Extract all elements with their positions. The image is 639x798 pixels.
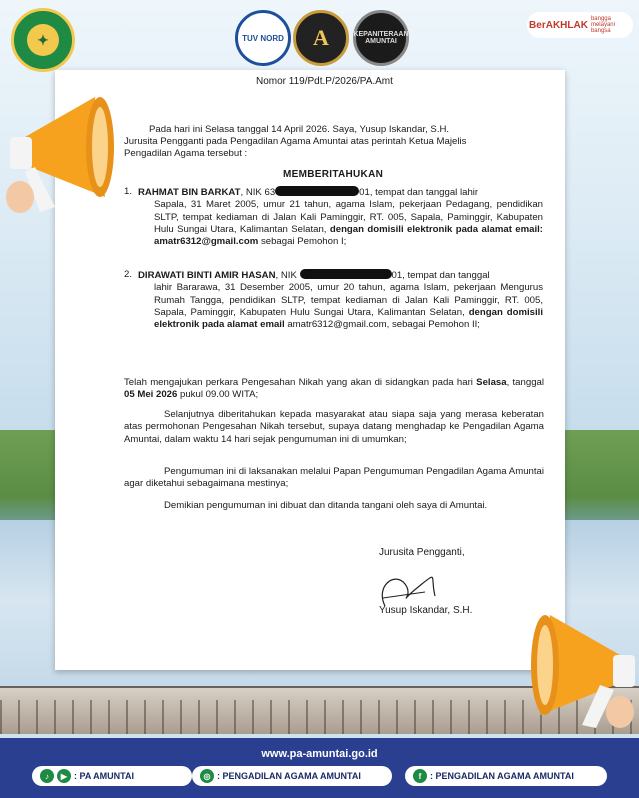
- megaphone-icon: [0, 82, 133, 222]
- hearing-info: Telah mengajukan perkara Pengesahan Nikah yang akan di sidangkan pada hari Selasa, tanggal 05 Mei 2026 pukul 09.00 WITA;: [124, 377, 544, 401]
- social-facebook[interactable]: f : PENGADILAN AGAMA AMUNTAI: [405, 766, 607, 786]
- item-number-2: 2.: [124, 269, 133, 280]
- kepaniteraan-logo: KEPANITERAAN AMUNTAI: [353, 10, 409, 66]
- berakhlak-logo: BerAKHLAK bangga melayani bangsa: [527, 12, 633, 38]
- redacted-nik: [275, 186, 359, 196]
- tuv-nord-logo: TUV NORD: [235, 10, 291, 66]
- facebook-icon: f: [413, 769, 427, 783]
- social-instagram[interactable]: ◎ : PENGADILAN AGAMA AMUNTAI: [192, 766, 392, 786]
- announcement-paper: [55, 70, 565, 670]
- signature-role: Jurusita Pengganti,: [379, 547, 465, 558]
- item-number-1: 1.: [124, 186, 133, 197]
- objection-notice: Selanjutnya diberitahukan kepada masyarakat atau siapa saja yang merasa keberatan atas permohonan Pengesahan Nikah tersebut, supaya datang menghadap ke Pengadilan Agama Amuntai, dalam waktu 14 hari sejak pengumuman ini di umumkan;: [124, 409, 544, 445]
- redacted-nik-2: [300, 269, 392, 279]
- signature-name: Yusup Iskandar, S.H.: [379, 605, 473, 616]
- party-2-name: DIRAWATI BINTI AMIR HASAN: [138, 270, 276, 281]
- intro-line-1: Pada hari ini Selasa tanggal 14 April 2026. Saya, Yusup Iskandar, S.H.: [149, 124, 450, 135]
- website-link[interactable]: www.pa-amuntai.go.id: [261, 748, 378, 760]
- youtube-icon: ▶: [57, 769, 71, 783]
- megaphone-icon-right: [510, 600, 639, 730]
- intro-line-3: Pengadilan Agama tersebut :: [124, 148, 248, 159]
- instagram-icon: ◎: [200, 769, 214, 783]
- case-number: Nomor 119/Pdt.P/2026/PA.Amt: [256, 76, 393, 87]
- zona-integritas-logo: A: [293, 10, 349, 66]
- closing-statement: Demikian pengumuman ini dibuat dan ditanda tangani oleh saya di Amuntai.: [164, 500, 488, 511]
- court-emblem-icon: ✦: [27, 24, 59, 56]
- social-tiktok-youtube[interactable]: ♪ ▶ : PA AMUNTAI: [32, 766, 192, 786]
- party-2: DIRAWATI BINTI AMIR HASAN, NIK 01, tempat dan tanggal lahir Bararawa, 31 Desember 2005, umur 20 tahun, agama Islam, pekerjaan Mengurus Rumah Tangga, pendidikan SLTP, tempat kediaman di Jalan Kali Paminggir, RT. 005, Sapala, Paminggir, Kabupaten Hulu Sungai Utara, Kalimantan Selatan, dengan domisili elektronik pada alamat email amatr6312@gmail.com, sebagai Pemohon II;: [138, 270, 543, 331]
- party-1-name: RAHMAT BIN BARKAT: [138, 187, 241, 198]
- intro-line-2: Jurusita Pengganti pada Pengadilan Agama Amuntai atas perintah Ketua Majelis: [124, 136, 467, 147]
- heading: MEMBERITAHUKAN: [283, 169, 384, 180]
- court-logo: [11, 8, 75, 72]
- party-1: RAHMAT BIN BARKAT, NIK 63 01, tempat dan tanggal lahir Sapala, 31 Maret 2005, umur 21 tahun, agama Islam, pekerjaan Pedagang, pendidikan SLTP, tempat kediaman di Jalan Kali Paminggir, RT. 005, Sapala, Paminggir, Kabupaten Hulu Sungai Utara, Kalimantan Selatan, dengan domisili elektronik pada alamat email: amatr6312@gmail.com sebagai Pemohon I;: [138, 187, 544, 248]
- publication-notice: Pengumuman ini di laksanakan melalui Papan Pengumuman Pengadilan Agama Amuntai agar diketahui sebagaimana mestinya;: [124, 466, 544, 490]
- tiktok-icon: ♪: [40, 769, 54, 783]
